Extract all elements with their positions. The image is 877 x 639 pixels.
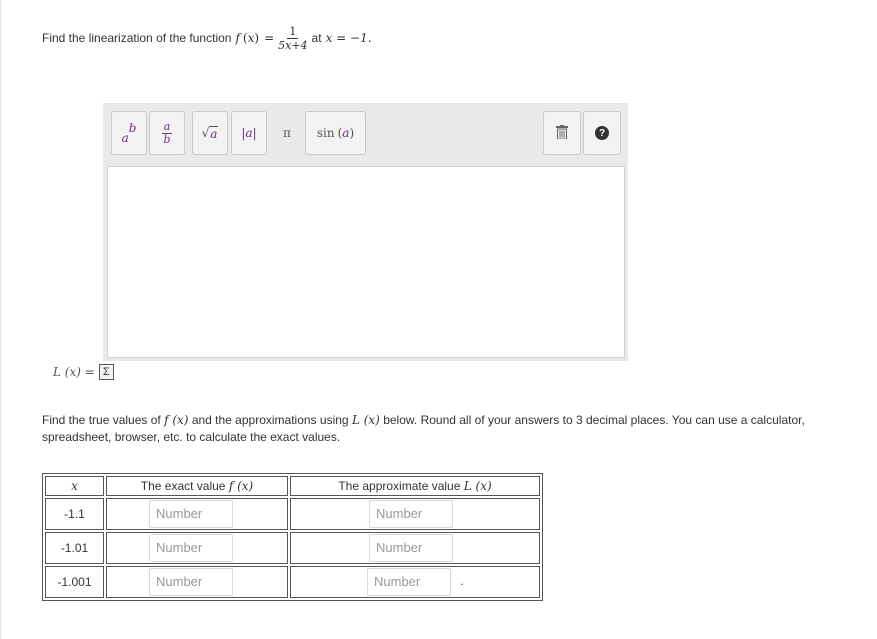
fraction-button[interactable]: a b <box>149 111 185 155</box>
power-button[interactable]: a b <box>111 111 147 155</box>
col-header-exact: The exact value f (x) <box>106 476 288 496</box>
question-prefix: Find the linearization of the function <box>42 31 232 45</box>
at-label: at <box>311 31 322 45</box>
x-value: -1.1 <box>45 498 104 530</box>
exact-input[interactable]: Number <box>149 534 233 562</box>
function-fraction <box>278 25 307 52</box>
l-expression: L (x) <box>351 413 380 427</box>
math-editor <box>103 103 628 361</box>
table-row <box>45 566 540 598</box>
help-button[interactable] <box>583 111 621 155</box>
equation-editor-icon[interactable]: Σ <box>99 364 114 380</box>
trailing-period: . <box>460 574 464 589</box>
trash-icon <box>556 125 568 142</box>
exact-input[interactable]: Number <box>149 500 233 528</box>
table-row <box>45 498 540 530</box>
page-left-border <box>0 0 1 639</box>
x-value: -1.001 <box>45 566 104 598</box>
approx-input[interactable]: Number <box>367 568 451 596</box>
question-approximations: Find the true values of f (x) and the approximations using L (x) below. Round all of your answers to 3 decimal places. You can use a calculator, spreadsheet, browser, etc. to calculate the exact values. <box>42 413 805 444</box>
abs-button[interactable]: |a| <box>231 111 267 155</box>
func-name: f <box>235 31 240 45</box>
table-row <box>45 532 540 564</box>
approx-input[interactable]: Number <box>369 500 453 528</box>
help-icon: ? <box>595 126 609 140</box>
pi-button[interactable]: π <box>283 126 291 140</box>
values-table <box>42 473 543 601</box>
x-value: -1.01 <box>45 532 104 564</box>
col-header-approx: The approximate value L (x) <box>290 476 540 496</box>
fraction-numerator: 1 <box>289 24 297 38</box>
fraction-denominator: 5x+4 <box>278 38 308 52</box>
f-expression: f (x) <box>164 413 189 427</box>
col-header-x: x <box>45 476 104 496</box>
func-var: x <box>247 31 255 45</box>
sqrt-button[interactable]: √ a <box>192 111 228 155</box>
answer-row <box>53 364 114 380</box>
answer-label: L (x) = <box>53 365 95 379</box>
exact-input[interactable]: Number <box>149 568 233 596</box>
sin-button[interactable]: sin ( a ) <box>305 111 366 155</box>
approx-input[interactable]: Number <box>369 534 453 562</box>
table-header-row <box>45 476 540 496</box>
equals-sign: = <box>264 31 275 45</box>
question-linearization: Find the linearization of the function f ( x ) = $\frac{1}{5x+4}$ at x = −1. <box>42 24 372 52</box>
math-toolbar <box>103 103 628 163</box>
math-input-area[interactable] <box>107 166 625 358</box>
point-value: x = −1. <box>325 31 372 45</box>
clear-button[interactable] <box>543 111 581 155</box>
